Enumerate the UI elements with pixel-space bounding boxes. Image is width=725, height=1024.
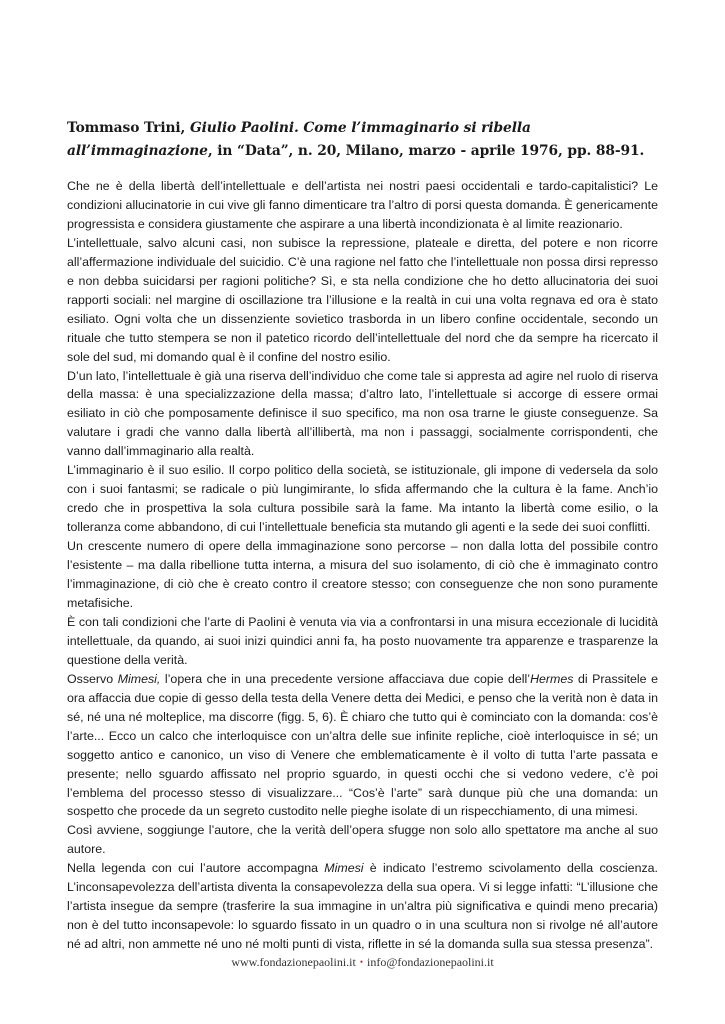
- paragraph: L’immaginario è il suo esilio. Il corpo politico della società, se istituzionale, gli impone di vedersela da solo con i suoi fantasmi; se radicale o più lungimirante, lo sfida affermando che la cultura è la fame. Anch’io credo che in prospettiva la sola cultura possibile sarà la fame. Ma intanto la libertà come esilio, o la tolleranza come abbandono, di cui l’intellettuale beneficia sta mutando gli agenti e la sede dei suoi conflitti.: [67, 463, 658, 535]
- paragraph: Che ne è della libertà dell’intellettuale e dell’artista nei nostri paesi occidentali e tardo-capitalistici? Le condizioni allucinatorie in cui vive gli fanno dimenticare tra l’altro di porsi questa domanda. È genericamente progressista e considera giustamente che aspirare a una libertà incondizionata è al limite reazionario.: [67, 179, 658, 231]
- paragraph: Così avviene, soggiunge l’autore, che la verità dell’opera sfugge non solo allo spettatore ma anche al suo autore.: [67, 823, 658, 857]
- footer-separator: •: [359, 957, 363, 967]
- paragraph: È con tali condizioni che l’arte di Paolini è venuta via via a confrontarsi in una misura eccezionale di lucidità intellettuale, da quando, ai suoi inizi quindici anni fa, ha posto nuovamente tra apparenze e trasparenze la questione della verità.: [67, 614, 658, 667]
- work-title: Mimesi,: [117, 671, 161, 686]
- article-body: [67, 177, 658, 954]
- article-title: Giulio Paolini. Come l’immaginario si ribella all’immaginazione: [67, 120, 531, 159]
- page-footer: [0, 955, 725, 970]
- footer-website: www.fondazionepaolini.it: [231, 955, 356, 969]
- paragraph: D’un lato, l’intellettuale è già una riserva dell’individuo che come tale si appresta ad agire nel ruolo di riserva della massa: è una specializzazione della massa; d’altro lato, l’intellettuale si accorge di essere ormai esiliato in ciò che pomposamente definisce il suo specifico, ma non osa trarne le giuste conseguenze. Sa valutare i gradi che vanno dalla libertà all’illibertà, ma non i passaggi, socialmente corrispondenti, che vanno dall’immaginario alla realtà.: [67, 368, 658, 459]
- footer-email: info@fondazionepaolini.it: [367, 955, 494, 969]
- publication-info: , in “Data”, n. 20, Milano, marzo - aprile 1976, pp. 88-91.: [207, 143, 645, 159]
- paragraph: L’intellettuale, salvo alcuni casi, non subisce la repressione, plateale e diretta, del potere e non ricorre all’affermazione individuale del suicidio. C’è una ragione nel fatto che l’intellettuale non possa dirsi represso e non debba suicidarsi per ragioni politiche? Sì, e sta nella condizione che ho detto allucinatoria dei suoi rapporti sociali: nel margine di oscillazione tra l’illusione e la realtà in cui una volta regnava ed ora è stato esiliato. Ogni volta che un dissenziente sovietico trasborda in un libero confine occidentale, secondo un rituale che tutto stempera se non il patetico ricordo dell’intellettuale del nord che da sempre ha ricercato il sole del sud, mi domando qual è il confine del nostro esilio.: [67, 235, 658, 364]
- paragraph: Osservo Mimesi, l’opera che in una precedente versione affacciava due copie dell’Hermes di Prassitele e ora affaccia due copie di gesso della testa della Venere detta dei Medici, e penso che la verità non è data in sé, né una né molteplice, ma discorre (figg. 5, 6). È chiaro che tutto qui è cominciato con la domanda: cos’è l’arte... Ecco un calco che interloquisce con un’altra delle sue infinite repliche, cioè interloquisce in sé; un soggetto antico e canonico, un viso di Venere che emblematicamente è il volto di tutta l’arte passata e presente; nello sguardo affissato nel proprio sguardo, in questi occhi che si vedono vedere, c’è poi l’emblema del processo stesso di visualizzare... “Cos’è l’arte” sarà dunque più che una domanda: un sospetto che procede da un segreto custodito nelle pieghe isolate di un rispecchiamento, di una mimesi.: [67, 671, 659, 819]
- paragraph: Un crescente numero di opere della immaginazione sono percorse – non dalla lotta del possibile contro l’esistente – ma dalla ribellione tutta interna, a misura del suo isolamento, di ciò che è immaginato contro l’immaginazione, di ciò che è creato contro il creatore stesso; con conseguenze che non sono puramente metafisiche.: [67, 539, 658, 610]
- work-title: Mimesi: [324, 861, 364, 876]
- author-name: Tommaso Trini,: [67, 120, 190, 136]
- citation-heading: [67, 117, 659, 163]
- paragraph: Nella legenda con cui l’autore accompagna Mimesi è indicato l’estremo scivolamento della coscienza. L’inconsapevolezza dell’artista diventa la consapevolezza della sua opera. Vi si legge infatti: “L’illusione che l’artista insegue da sempre (trasferire la sua immagine in un’altra più significativa e quindi meno precaria) non è del tutto inconsapevole: lo sguardo fissato in un quadro o in una scultura non si rivolge né all’autore né ad altri, non ammette né uno né molti punti di vista, riflette in sé la domanda sulla sua stessa presenza”.: [67, 861, 658, 952]
- work-title: Hermes: [530, 671, 574, 686]
